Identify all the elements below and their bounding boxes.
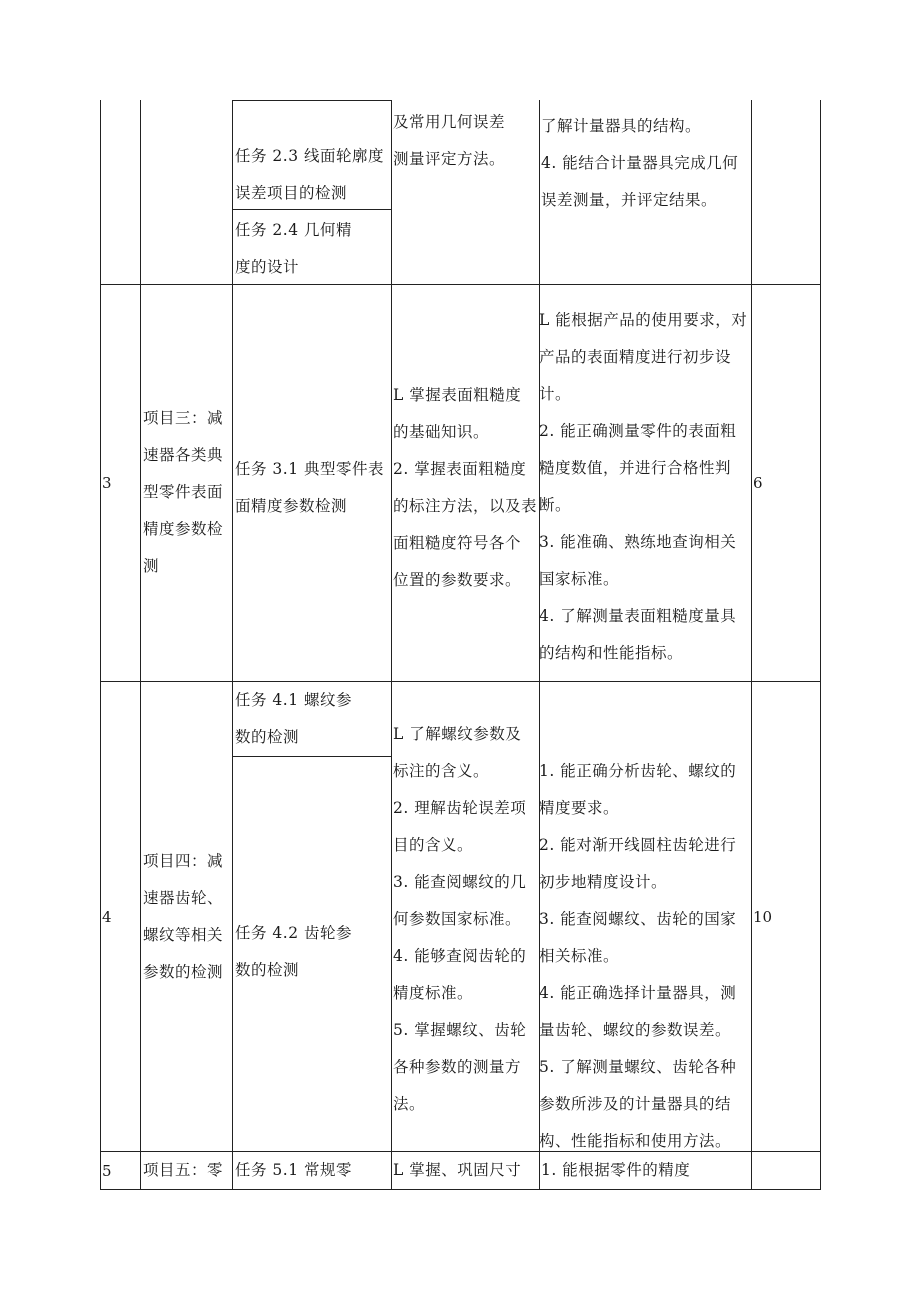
project-text: 项目三：减	[143, 409, 224, 427]
skills-text: 1. 能根据零件的精度	[541, 1161, 691, 1179]
knowledge-cell	[393, 104, 505, 178]
row-divider	[100, 284, 821, 285]
project-text: 测	[143, 557, 160, 575]
skills-text: 精度要求。	[539, 799, 620, 817]
knowledge-text: 及常用几何误差	[393, 113, 506, 131]
skills-text: 3. 能准确、熟练地查询相关	[539, 533, 737, 551]
task-cell	[235, 682, 352, 756]
task-text: 任务 5.1 常规零	[235, 1161, 353, 1179]
task-cell	[235, 915, 352, 989]
skills-text: 参数所涉及的计量器具的结	[539, 1095, 732, 1113]
skills-text: 1. 能正确分析齿轮、螺纹的	[539, 762, 737, 780]
task-cell	[235, 1152, 352, 1189]
project-text: 项目五：零	[143, 1161, 224, 1179]
skills-text: 初步地精度设计。	[539, 873, 668, 891]
knowledge-cell	[393, 1152, 521, 1189]
column-divider	[751, 100, 752, 1190]
skills-text: 产品的表面精度进行初步设	[539, 348, 732, 366]
knowledge-cell	[393, 377, 537, 599]
knowledge-cell	[393, 716, 526, 1123]
task-text: 度的设计	[235, 258, 300, 276]
project-text: 型零件表面	[143, 483, 224, 501]
knowledge-text: 2. 掌握表面粗糙度	[393, 460, 527, 478]
task-text: 任务 2.4 几何精	[235, 221, 353, 239]
skills-text: 国家标准。	[539, 570, 620, 588]
row-number: 3	[102, 474, 112, 492]
skills-text: 4. 能正确选择计量器具，测	[539, 984, 737, 1002]
project-text: 速器齿轮、	[143, 889, 224, 907]
skills-text: 3. 能查阅螺纹、齿轮的国家	[539, 910, 737, 928]
skills-cell	[539, 753, 736, 1160]
knowledge-text: 标注的含义。	[393, 762, 490, 780]
knowledge-text: 测量评定方法。	[393, 150, 506, 168]
row-number: 4	[102, 908, 112, 926]
knowledge-text: 精度标准。	[393, 984, 474, 1002]
project-cell	[143, 400, 223, 585]
skills-text: L 能根据产品的使用要求，对	[539, 311, 748, 329]
knowledge-text: 5. 掌握螺纹、齿轮	[393, 1021, 527, 1039]
task-divider	[232, 756, 392, 757]
hours-cell: 6	[753, 474, 763, 492]
knowledge-text: 目的含义。	[393, 836, 474, 854]
knowledge-text: L 掌握、巩固尺寸	[393, 1161, 522, 1179]
task-text: 任务 3.1 典型零件表	[235, 460, 385, 478]
task-text: 误差项目的检测	[235, 184, 348, 202]
table-border-bottom	[100, 1189, 821, 1190]
task-cell	[235, 212, 352, 286]
row-number: 5	[102, 1162, 112, 1180]
column-divider	[391, 100, 392, 1190]
skills-text: 构、性能指标和使用方法。	[539, 1132, 732, 1150]
project-text: 项目四：减	[143, 852, 224, 870]
project-text: 螺纹等相关	[143, 926, 224, 944]
task-divider	[232, 100, 392, 101]
knowledge-text: 2. 理解齿轮误差项	[393, 799, 527, 817]
skills-cell	[541, 108, 738, 219]
task-text: 数的检测	[235, 728, 300, 746]
knowledge-text: 法。	[393, 1095, 426, 1113]
table-border-left	[100, 100, 101, 1190]
hours-cell: 10	[753, 908, 773, 926]
skills-text: 计。	[539, 385, 572, 403]
knowledge-text: 面粗糙度符号各个	[393, 534, 522, 552]
project-text: 速器各类典	[143, 446, 224, 464]
knowledge-text: 何参数国家标准。	[393, 910, 522, 928]
knowledge-text: 4. 能够查阅齿轮的	[393, 947, 527, 965]
knowledge-text: L 掌握表面粗糙度	[393, 386, 522, 404]
project-cell	[143, 843, 223, 991]
project-text: 参数的检测	[143, 963, 224, 981]
knowledge-text: 的基础知识。	[393, 423, 490, 441]
task-text: 任务 4.2 齿轮参	[235, 924, 353, 942]
skills-text: 4. 了解测量表面粗糙度量具	[539, 607, 737, 625]
skills-text: 了解计量器具的结构。	[541, 117, 702, 135]
knowledge-text: L 了解螺纹参数及	[393, 725, 522, 743]
row-divider	[100, 681, 821, 682]
task-text: 数的检测	[235, 961, 300, 979]
knowledge-text: 的标注方法，以及表	[393, 497, 538, 515]
task-cell	[235, 451, 384, 525]
skills-text: 5. 了解测量螺纹、齿轮各种	[539, 1058, 737, 1076]
task-text: 面精度参数检测	[235, 497, 348, 515]
skills-text: 相关标准。	[539, 947, 620, 965]
task-text: 任务 4.1 螺纹参	[235, 691, 353, 709]
skills-text: 误差测量，并评定结果。	[541, 191, 718, 209]
skills-text: 量齿轮、螺纹的参数误差。	[539, 1021, 732, 1039]
skills-text: 2. 能正确测量零件的表面粗	[539, 422, 737, 440]
column-divider	[232, 100, 233, 1190]
column-divider	[140, 100, 141, 1190]
skills-text: 4. 能结合计量器具完成几何	[541, 154, 739, 172]
knowledge-text: 3. 能查阅螺纹的几	[393, 873, 527, 891]
task-text: 任务 2.3 线面轮廓度	[235, 147, 385, 165]
skills-text: 糙度数值，并进行合格性判	[539, 459, 732, 477]
knowledge-text: 各种参数的测量方	[393, 1058, 522, 1076]
table-border-right	[820, 100, 821, 1190]
skills-cell	[539, 302, 747, 672]
skills-cell	[541, 1152, 690, 1189]
skills-text: 断。	[539, 496, 572, 514]
task-cell	[235, 138, 384, 212]
skills-text: 2. 能对渐开线圆柱齿轮进行	[539, 836, 737, 854]
knowledge-text: 位置的参数要求。	[393, 571, 522, 589]
project-text: 精度参数检	[143, 520, 224, 538]
project-cell	[143, 1152, 223, 1189]
skills-text: 的结构和性能指标。	[539, 644, 684, 662]
